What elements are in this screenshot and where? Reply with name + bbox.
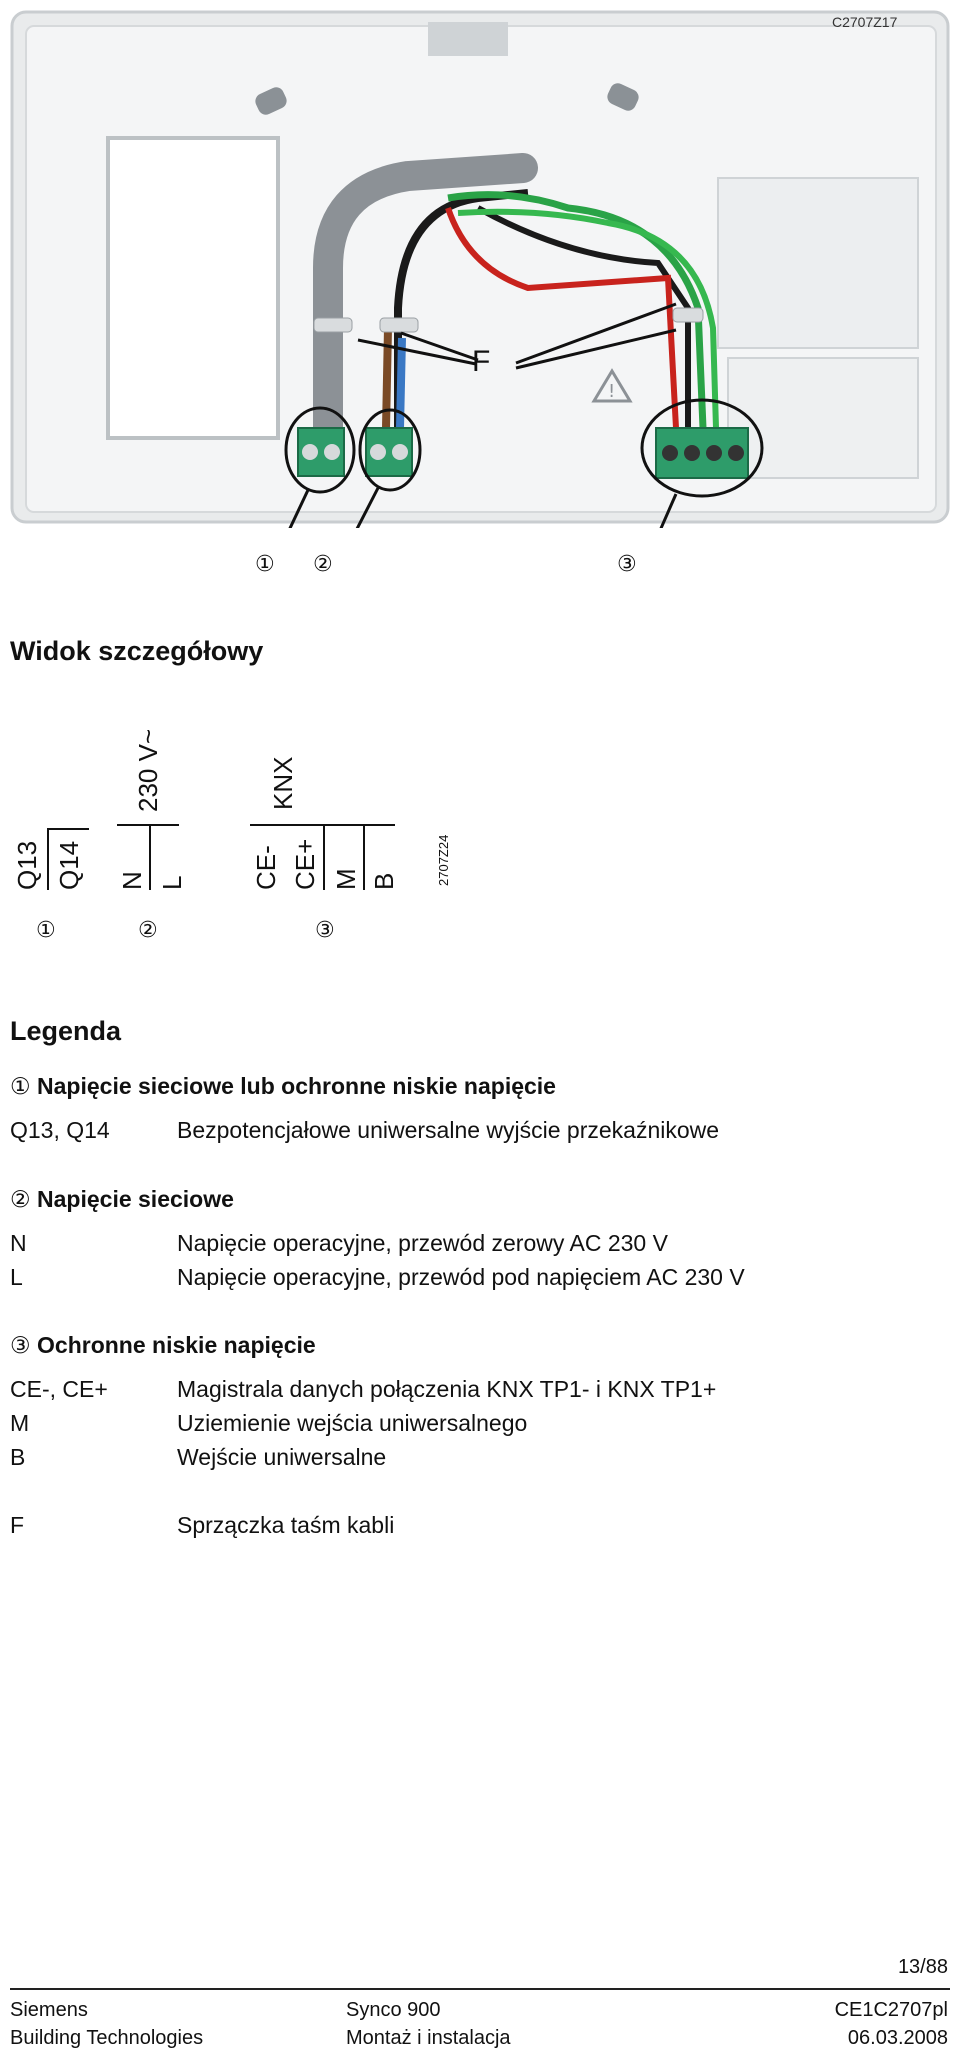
terminal-ce-minus: CE- xyxy=(251,845,281,890)
legend-marker: ③ xyxy=(10,1333,31,1359)
legend-group-title xyxy=(10,1332,316,1359)
legend-group-label: Ochronne niskie napięcie xyxy=(37,1332,316,1358)
photo-code: C2707Z17 xyxy=(832,14,898,30)
group-voltage-label: 230 V~ xyxy=(133,728,163,812)
legend-marker: ① xyxy=(10,1074,31,1100)
footer-product: Synco 900 xyxy=(346,1999,441,2021)
legend-key: CE-, CE+ xyxy=(10,1376,108,1402)
terminal-ce-plus: CE+ xyxy=(290,838,320,890)
callout-letter-f: F xyxy=(472,345,491,378)
group-bus-label: KNX xyxy=(268,756,298,810)
detail-code: 2707Z24 xyxy=(436,834,451,886)
terminal-b: B xyxy=(369,872,399,890)
divider-line xyxy=(47,828,89,830)
terminal-q13: Q13 xyxy=(12,840,42,890)
legend-key: F xyxy=(10,1512,25,1538)
terminal-m: M xyxy=(331,868,361,890)
footer-divider xyxy=(10,1988,950,1990)
photo-marker-1: ① xyxy=(255,552,275,577)
photo-marker-3: ③ xyxy=(617,552,637,577)
legend-group-title xyxy=(10,1186,234,1213)
terminal-l: L xyxy=(157,875,187,890)
legend-value: Napięcie operacyjne, przewód zerowy AC 230 V xyxy=(177,1230,668,1256)
wiring-photo xyxy=(8,8,954,528)
legend-value: Magistrala danych połączenia KNX TP1- i KNX TP1+ xyxy=(177,1376,717,1402)
divider-line xyxy=(149,824,151,890)
legend-group-label: Napięcie sieciowe xyxy=(37,1186,234,1212)
divider-line xyxy=(363,824,365,890)
terminal-n: N xyxy=(117,871,147,890)
legend-value: Uziemienie wejścia uniwersalnego xyxy=(177,1410,528,1436)
legend-group-label: Napięcie sieciowe lub ochronne niskie napięcie xyxy=(37,1073,556,1099)
legend-value: Wejście uniwersalne xyxy=(177,1444,387,1470)
detail-marker-1: ① xyxy=(36,918,56,943)
terminal-q14: Q14 xyxy=(54,840,84,890)
footer-doc-type: Montaż i instalacja xyxy=(346,2027,511,2049)
legend-key: M xyxy=(10,1410,30,1436)
divider-line xyxy=(47,828,49,890)
svg-text:!: ! xyxy=(608,381,616,402)
divider-line xyxy=(117,824,179,826)
legend-value: Sprzączka taśm kabli xyxy=(177,1512,395,1538)
legend-key: N xyxy=(10,1230,27,1256)
detail-marker-3: ③ xyxy=(315,918,335,943)
footer-doc-id: CE1C2707pl xyxy=(834,1999,948,2021)
photo-marker-2: ② xyxy=(313,552,333,577)
legend-key: L xyxy=(10,1264,23,1290)
legend-key: B xyxy=(10,1444,26,1470)
footer-date: 06.03.2008 xyxy=(847,2027,948,2049)
detail-marker-2: ② xyxy=(138,918,158,943)
legend-marker: ② xyxy=(10,1187,31,1213)
detail-title: Widok szczegółowy xyxy=(10,636,264,666)
divider-line xyxy=(323,824,325,890)
legend-title: Legenda xyxy=(10,1016,122,1046)
legend-group-title xyxy=(10,1073,556,1100)
legend-value: Napięcie operacyjne, przewód pod napięciem AC 230 V xyxy=(177,1264,745,1290)
legend-key: Q13, Q14 xyxy=(10,1117,110,1143)
footer-company: Siemens xyxy=(10,1999,88,2021)
legend-value: Bezpotencjałowe uniwersalne wyjście przekaźnikowe xyxy=(177,1117,720,1143)
footer-division: Building Technologies xyxy=(10,2027,204,2049)
page-number: 13/88 xyxy=(897,1956,948,1978)
